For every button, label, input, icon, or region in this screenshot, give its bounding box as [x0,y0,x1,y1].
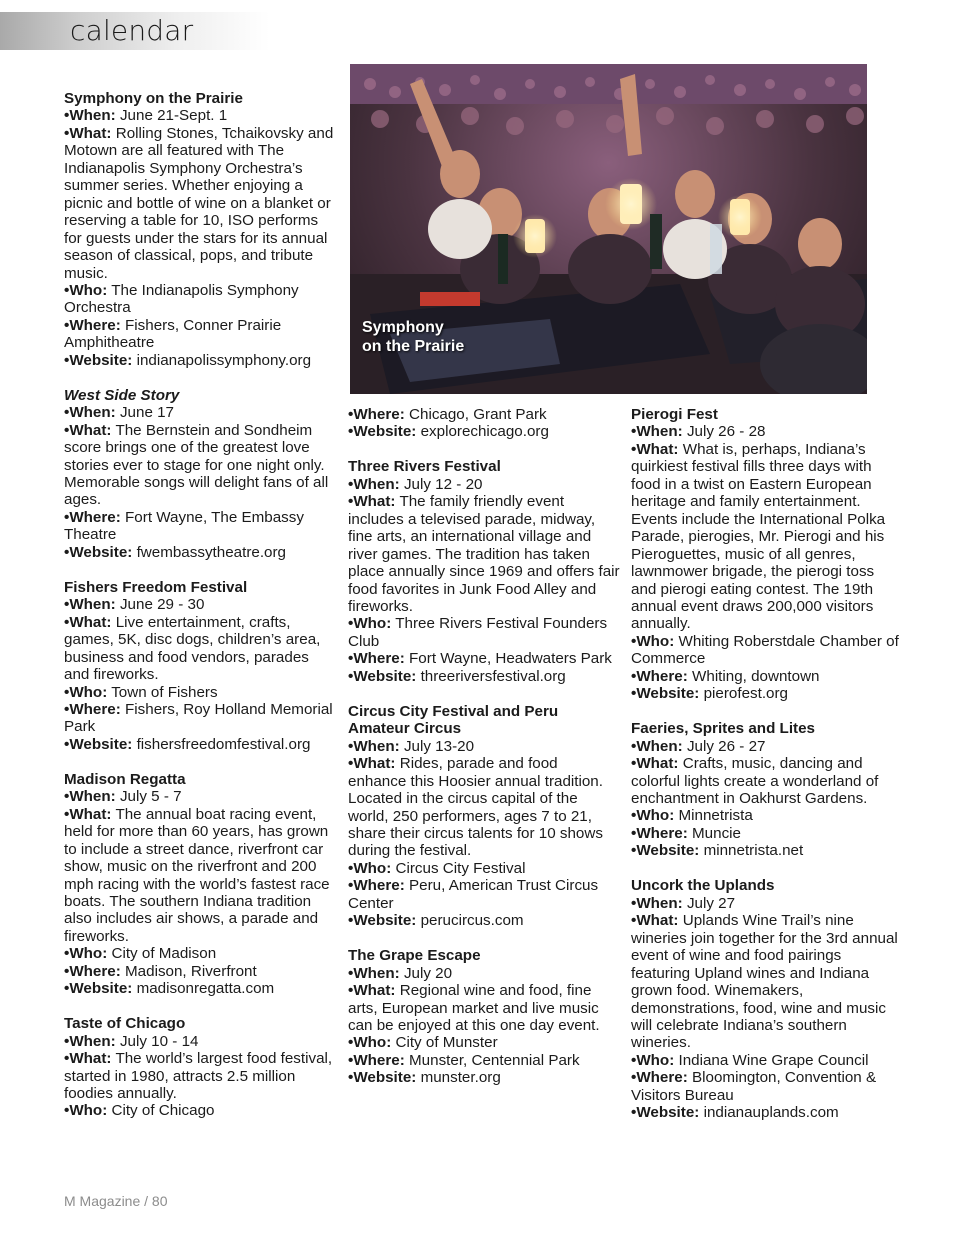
event-website [631,685,903,702]
event-who [348,860,620,877]
when-label: •When: [631,423,683,441]
when-value: July 10 - 14 [119,1032,199,1050]
what-label: •What: [348,493,396,511]
what-label: •What: [348,982,396,1000]
when-label: •When: [64,404,116,422]
event-where [631,825,903,842]
what-label: •What: [631,440,679,458]
event-title: Faeries, Sprites and Lites [631,720,816,738]
event-when [631,738,903,755]
when-value: June 21-Sept. 1 [119,107,228,125]
website-label: •Website: [348,667,417,685]
who-value: Minnetrista [678,807,753,825]
who-label: •Who: [64,683,108,701]
event-where [64,963,336,980]
website-label: •Website: [631,842,700,860]
what-label: •What: [64,613,112,631]
event-title: Pierogi Fest [631,406,718,423]
column-2 [348,406,620,1104]
event-where [64,317,336,352]
event-title: Taste of Chicago [64,1015,186,1033]
what-value: Uplands Wine Trail’s nine wineries join together for the 3rd annual event of wine and food pairings featuring Upland wines and Indiana grown food. Winemakers, demonstrations, food, wine and music will celebrate Indiana’s southern wineries. [631,912,898,1052]
when-value: July 26 - 28 [686,423,766,441]
event-when [348,965,620,982]
what-value: Crafts, music, dancing and colorful lights create a wonderland of enchantment in Oakhurst Gardens. [631,755,879,808]
where-value: Munster, Centennial Park [409,1051,580,1069]
when-value: July 13-20 [403,737,475,755]
who-label: •Who: [631,807,675,825]
event-website [64,544,336,561]
when-value: July 27 [686,894,736,912]
where-value: Peru, American Trust Circus Center [348,877,599,912]
event-website [64,980,336,997]
when-label: •When: [64,107,116,125]
what-value: The family friendly event includes a televised parade, midway, fine arts, an international village and river games. The tradition has taken place annually since 1969 and offers fair food favorites in Junk Food Alley and fireworks. [348,493,620,616]
when-label: •When: [348,737,400,755]
where-label: •Where: [64,316,121,334]
who-value: City of Madison [111,945,217,963]
where-value: Fort Wayne, Headwaters Park [409,650,612,668]
who-value: Three Rivers Festival Founders Club [348,615,608,650]
website-label: •Website: [64,980,133,998]
website-link[interactable]: indianapolissymphony.org [136,351,312,369]
who-value: The Indianapolis Symphony Orchestra [64,281,299,317]
event-what [631,755,903,807]
event-taste-of-chicago [64,1015,336,1120]
event-what [631,912,903,1052]
event-title: The Grape Escape [348,947,481,965]
where-label: •Where: [348,406,405,423]
event-where [631,1069,903,1104]
what-label: •What: [631,755,679,773]
where-value: Whiting, downtown [692,667,820,685]
event-taste-of-chicago-continued [348,406,620,441]
who-label: •Who: [631,1051,675,1069]
who-label: •Who: [64,1102,108,1120]
what-label: •What: [64,421,112,439]
event-uncork-the-uplands [631,877,903,1121]
where-label: •Where: [348,1051,405,1069]
event-who [348,1034,620,1051]
event-madison-regatta [64,771,336,998]
where-label: •Where: [631,824,688,842]
event-when [64,1033,336,1050]
who-value: Town of Fishers [111,683,218,701]
where-value: Fishers, Conner Prairie Amphitheatre [64,316,282,352]
who-value: City of Chicago [111,1102,215,1120]
when-value: July 26 - 27 [686,737,766,755]
event-who [631,807,903,824]
where-label: •Where: [631,667,688,685]
what-label: •What: [348,755,396,773]
event-website [348,912,620,929]
where-value: Fishers, Roy Holland Memorial Park [64,700,333,736]
where-value: Bloomington, Convention & Visitors Bureau [631,1069,877,1104]
website-link[interactable]: indianauplands.com [703,1104,839,1122]
event-who [64,684,336,701]
event-what [64,125,336,282]
event-when [348,476,620,493]
when-label: •When: [631,737,683,755]
event-what [64,806,336,946]
who-label: •Who: [631,632,675,650]
website-link[interactable]: pierofest.org [703,685,788,703]
event-who [64,1102,336,1119]
event-title: Madison Regatta [64,770,186,788]
what-label: •What: [631,912,679,930]
event-where [631,668,903,685]
who-value: Circus City Festival [395,859,526,877]
event-where [348,406,620,423]
website-label: •Website: [348,423,417,441]
event-who [64,282,336,317]
photo-caption-line2: on the Prairie [362,338,465,355]
when-value: July 12 - 20 [403,475,483,493]
event-when [631,423,903,440]
event-fishers-freedom-festival [64,579,336,754]
event-photo [350,64,867,394]
where-label: •Where: [64,700,121,718]
event-where [64,701,336,736]
event-west-side-story [64,387,336,562]
when-value: July 5 - 7 [119,788,182,806]
who-label: •Who: [348,1034,392,1052]
event-three-rivers-festival [348,458,620,685]
website-link[interactable]: fishersfreedomfestival.org [136,735,311,753]
what-value: Rolling Stones, Tchaikovsky and Motown are all featured with The Indianapolis Symphony Orchestra’s summer series. Whether enjoying a picnic and bottle of wine on a blanket or reserving a table for 10, ISO performs for guests under the stars for its annual season of classical, pops, and tribute music. [64,124,334,282]
what-value: The world’s largest food festival, started in 1980, attracts 2.5 million foodies annually. [64,1050,333,1103]
what-value: What is, perhaps, Indiana’s quirkiest festival fills three days with food in a twist on Eastern European heritage and family entertainment. Events include the International Polka Parade, pierogies, Mr. Pierogi and his Pieroguettes, music of all genres, lawnmower brigade, the pierogi toss and pierogi eating contest. The 19th annual event draws 200,000 visitors annually. [631,440,886,633]
who-value: City of Munster [395,1034,498,1052]
event-what [64,422,336,509]
website-label: •Website: [631,685,700,703]
event-what [631,441,903,633]
website-link[interactable]: fwembassytheatre.org [136,543,286,561]
event-when [348,738,620,755]
event-where [64,509,336,544]
event-who [631,633,903,668]
event-website [348,423,620,440]
event-title: Fishers Freedom Festival [64,578,248,596]
where-value: Madison, Riverfront [125,962,257,980]
event-when [64,404,336,421]
website-label: •Website: [64,735,133,753]
when-label: •When: [631,894,683,912]
where-label: •Where: [631,1069,688,1087]
event-where [348,877,620,912]
event-title: Uncork the Uplands [631,877,775,895]
event-when [64,596,336,613]
who-label: •Who: [348,615,392,633]
who-label: •Who: [64,281,108,299]
photo-caption-line1: Symphony [362,319,444,336]
event-where [348,1052,620,1069]
where-value: Fort Wayne, The Embassy Theatre [64,508,304,544]
when-label: •When: [348,475,400,493]
when-value: June 29 - 30 [119,596,205,614]
what-label: •What: [64,805,112,823]
when-label: •When: [348,964,400,982]
event-website [348,1069,620,1086]
website-label: •Website: [631,1104,700,1122]
who-label: •Who: [348,859,392,877]
event-circus-city-festival [348,703,620,930]
what-value: Rides, parade and food enhance this Hoosier annual tradition. Located in the circus capital of the world, 250 performers, ages 7 to 21, share their circus talents for 10 shows during the festival. [348,755,603,860]
event-title: Symphony on the Prairie [64,90,243,107]
event-who [64,945,336,962]
event-title: Three Rivers Festival [348,458,501,476]
what-value: Regional wine and food, fine arts, European market and live music can be enjoyed at this one day event. [348,982,600,1034]
event-what [64,614,336,684]
where-value: Chicago, Grant Park [409,406,547,423]
what-label: •What: [64,124,112,142]
what-value: Live entertainment, crafts, games, 5K, disc dogs, children’s area, business and food vendors, parades and fireworks. [64,613,321,684]
event-when [64,788,336,805]
what-value: The Bernstein and Sondheim score brings one of the greatest love stories ever to stage for one night only. Memorable songs will delight fans of all ages. [64,421,329,509]
where-label: •Where: [348,650,405,668]
photo-caption [362,318,464,356]
event-symphony-on-the-prairie [64,90,336,369]
website-label: •Website: [348,912,417,930]
who-value: Indiana Wine Grape Council [678,1051,869,1069]
website-link[interactable]: threeriversfestival.org [420,667,566,685]
when-label: •When: [64,788,116,806]
event-where [348,650,620,667]
event-what [348,493,620,615]
event-title: Circus City Festival and Peru Amateur Circus [348,702,559,738]
what-label: •What: [64,1050,112,1068]
event-what [64,1050,336,1102]
what-value: The annual boat racing event, held for more than 60 years, has grown to include a street dance, riverfront car show, music on the riverfront and 200 mph racing with the world’s fastest race boats. The southern Indiana tradition also includes air shows, a parade and fireworks. [64,805,330,945]
event-website [348,668,620,685]
event-the-grape-escape [348,947,620,1087]
when-value: July 20 [403,964,453,982]
event-when [64,107,336,124]
who-label: •Who: [64,945,108,963]
section-title: calendar [70,14,194,47]
page-footer: M Magazine / 80 [64,1193,168,1209]
website-label: •Website: [64,351,133,369]
website-link[interactable]: explorechicago.org [420,423,549,441]
when-label: •When: [64,1032,116,1050]
website-link[interactable]: minnetrista.net [703,842,804,860]
when-value: June 17 [119,404,174,422]
column-3 [631,406,903,1139]
event-pierogi-fest [631,406,903,703]
website-link[interactable]: madisonregatta.com [136,980,275,998]
where-label: •Where: [348,877,405,895]
who-value: Whiting Roberstdale Chamber of Commerce [631,632,899,668]
website-link[interactable]: munster.org [420,1069,501,1087]
when-label: •When: [64,596,116,614]
event-who [631,1052,903,1069]
event-website [631,1104,903,1121]
where-label: •Where: [64,508,121,526]
column-1 [64,90,336,1137]
event-title: West Side Story [64,386,180,404]
event-who [348,615,620,650]
event-website [631,842,903,859]
event-website [64,736,336,753]
website-label: •Website: [64,543,133,561]
event-website [64,352,336,369]
where-value: Muncie [692,824,741,842]
where-label: •Where: [64,962,121,980]
website-label: •Website: [348,1069,417,1087]
event-when [631,895,903,912]
event-what [348,982,620,1034]
event-faeries-sprites-and-lites [631,720,903,860]
event-what [348,755,620,860]
website-link[interactable]: perucircus.com [420,912,524,930]
